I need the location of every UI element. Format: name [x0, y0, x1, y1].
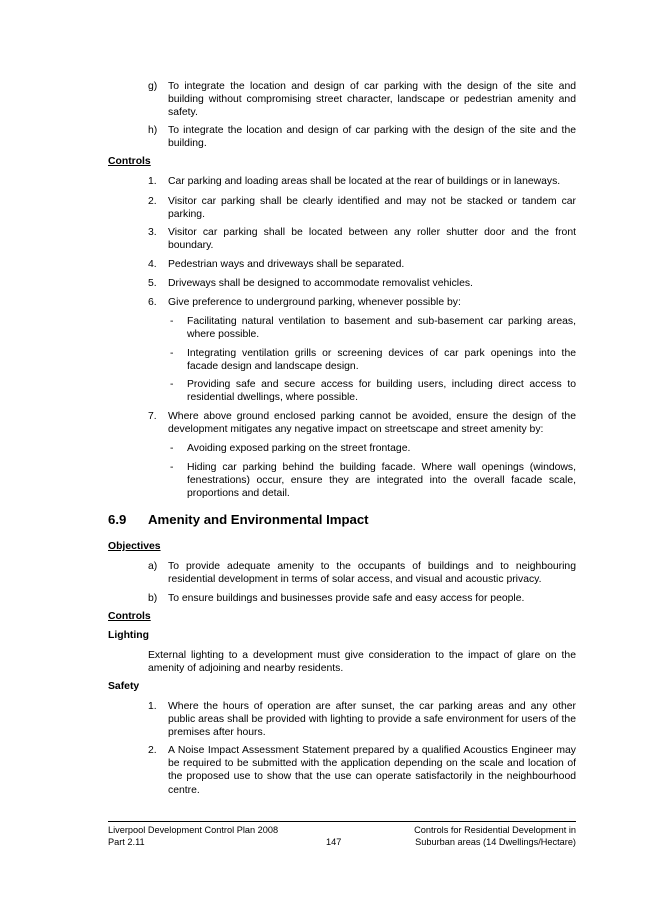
list-marker: 3.	[148, 227, 157, 238]
list-text: Pedestrian ways and driveways shall be separated.	[168, 259, 405, 270]
list-marker: 1.	[148, 176, 157, 187]
dash-marker: -	[170, 316, 174, 327]
objectives-heading: Objectives	[108, 541, 161, 552]
list-marker: a)	[148, 561, 158, 572]
footer-left-line1: Liverpool Development Control Plan 2008	[108, 825, 279, 835]
list-marker: 1.	[148, 701, 157, 712]
footer-left-line2: Part 2.11	[108, 837, 145, 847]
list-text: Car parking and loading areas shall be located at the rear of buildings or in laneways.	[168, 176, 561, 187]
list-text: To ensure buildings and businesses provide safe and easy access for people.	[168, 593, 525, 604]
section-number: 6.9	[108, 512, 127, 527]
controls-heading-2: Controls	[108, 611, 151, 622]
list-text: Driveways shall be designed to accommodate removalist vehicles.	[168, 278, 473, 289]
list-text: Avoiding exposed parking on the street frontage.	[187, 443, 411, 454]
list-text: Where the hours of operation are after sunset, the car parking areas and any other public areas shall be provided with lighting to provide a safe environment for users of the premises after hours.	[168, 701, 576, 739]
list-marker: 2.	[148, 196, 157, 207]
dash-marker: -	[170, 379, 174, 390]
list-text: To integrate the location and design of car parking with the design of the site and building without compromising street character, landscape or pedestrian amenity and safety.	[168, 81, 576, 119]
list-marker: 2.	[148, 745, 157, 756]
list-text: Providing safe and secure access for building users, including direct access to residential dwellings, where possible.	[187, 379, 576, 404]
safety-heading: Safety	[108, 681, 140, 692]
footer-rule	[108, 821, 576, 822]
list-text: Visitor car parking shall be located between any roller shutter door and the front boundary.	[168, 227, 576, 252]
list-marker: 5.	[148, 278, 157, 289]
list-marker: g)	[148, 81, 158, 92]
dash-marker: -	[170, 348, 174, 359]
footer-right-line2: Suburban areas (14 Dwellings/Hectare)	[415, 837, 576, 847]
dash-marker: -	[170, 443, 174, 454]
section-title: Amenity and Environmental Impact	[148, 512, 369, 527]
dash-marker: -	[170, 462, 174, 473]
list-text: Where above ground enclosed parking cannot be avoided, ensure the design of the development mitigates any negative impact on streetscape and street amenity by:	[168, 411, 576, 436]
lighting-paragraph: External lighting to a development must give consideration to the impact of glare on the amenity of adjoining and nearby residents.	[148, 650, 576, 675]
list-text: To integrate the location and design of car parking with the design of the site and the building.	[168, 125, 576, 150]
list-text: Give preference to underground parking, whenever possible by:	[168, 297, 461, 308]
list-text: Hiding car parking behind the building facade. Where wall openings (windows, fenestrations) occur, ensure they are integrated into the overall facade scale, proportions and detail.	[187, 462, 576, 500]
list-text: Facilitating natural ventilation to basement and sub-basement car parking areas, where possible.	[187, 316, 576, 341]
list-text: To provide adequate amenity to the occupants of buildings and to neighbouring residential development in terms of solar access, and visual and acoustic privacy.	[168, 561, 576, 586]
list-text: A Noise Impact Assessment Statement prepared by a qualified Acoustics Engineer may be required to be submitted with the application depending on the scale and location of the proposed use to show that the use can operate satisfactorily in the neighbourhood centre.	[168, 745, 576, 796]
controls-heading: Controls	[108, 156, 151, 167]
lighting-heading: Lighting	[108, 630, 149, 641]
list-marker: 6.	[148, 297, 157, 308]
list-marker: 7.	[148, 411, 157, 422]
page-number: 147	[326, 837, 342, 847]
list-text: Integrating ventilation grills or screening devices of car park openings into the facade design and landscape design.	[187, 348, 576, 373]
footer-right-line1: Controls for Residential Development in	[414, 825, 576, 835]
list-marker: b)	[148, 593, 158, 604]
list-marker: 4.	[148, 259, 157, 270]
list-marker: h)	[148, 125, 158, 136]
list-text: Visitor car parking shall be clearly identified and may not be stacked or tandem car parking.	[168, 196, 576, 221]
